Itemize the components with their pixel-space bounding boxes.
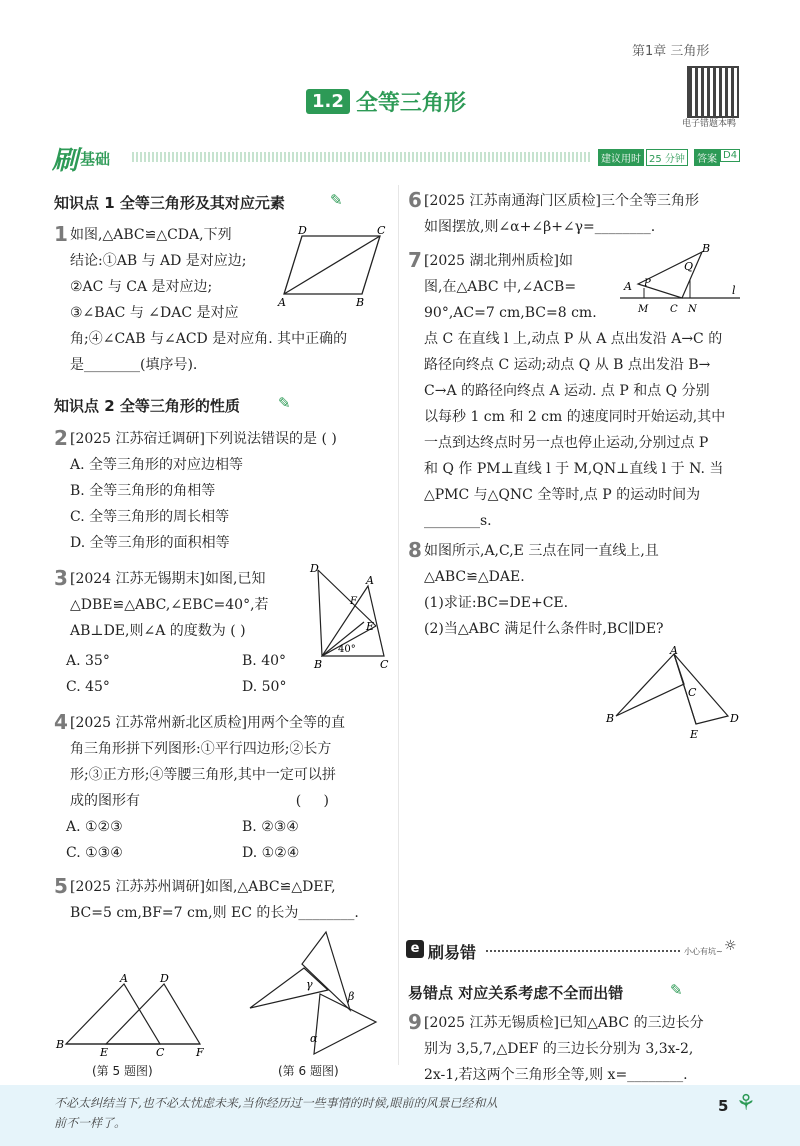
mistake-point-heading: 易错点 对应关系考虑不全而出错 <box>408 984 624 1002</box>
q3-line: AB⊥DE,则∠A 的度数为 ( ) <box>70 623 246 639</box>
q2-option[interactable]: B. 全等三角形的角相等 <box>70 483 216 499</box>
q3-text <box>70 566 310 644</box>
q2-number: 2 <box>54 426 68 450</box>
kp1-heading: 知识点 1 全等三角形及其对应元素 <box>54 194 285 212</box>
check-icon: ✎ <box>670 981 683 999</box>
fig6-label-alpha: α <box>310 1032 318 1045</box>
q7-label-B: B <box>702 242 711 255</box>
q3-option[interactable]: B. 40° <box>242 653 287 669</box>
q5-figure <box>52 972 212 1062</box>
qr-caption: 电子错题本鸭 <box>682 119 737 129</box>
q1-line: 如图,△ABC≌△CDA,下列 <box>70 227 232 243</box>
q7-triangle-ABC <box>638 252 702 298</box>
section-title: 全等三角形 <box>355 90 466 116</box>
q4-option[interactable]: D. ①②④ <box>242 845 300 861</box>
q7-line: [2025 湖北荆州质检]如 <box>424 253 574 269</box>
q6-number: 6 <box>408 188 422 212</box>
q7-line: 路径向终点 C 运动;动点 Q 从 B 点出发沿 B→ <box>424 357 711 373</box>
q7-line: 点 C 在直线 l 上,动点 P 从 A 点出发沿 A→C 的 <box>424 331 723 347</box>
q7-label-A: A <box>624 280 632 293</box>
mistake-icon: e <box>406 940 424 958</box>
q1-label-D: D <box>298 224 307 237</box>
q7-label-N: N <box>688 304 697 315</box>
q8-label-C: C <box>688 686 697 699</box>
footer-quote <box>54 1093 694 1133</box>
q3-label-F: F <box>350 596 357 607</box>
mistake-section-bar <box>406 938 746 964</box>
q5-label-E: E <box>100 1046 109 1059</box>
fig6-triangle-bottom <box>314 994 376 1054</box>
footer-quote-line: 前不一样了。 <box>54 1116 127 1130</box>
q9-line: 别为 3,5,7,△DEF 的三边长分别为 3,3x-2, <box>424 1041 694 1057</box>
q7-line: C→A 的路径向终点 A 运动. 点 P 和点 Q 分别 <box>424 383 710 399</box>
q4-option[interactable]: C. ①③④ <box>66 845 123 861</box>
mistake-dotted-rule <box>486 950 682 952</box>
q4-option[interactable]: B. ②③④ <box>242 819 299 835</box>
footer-quote-line: 不必太纠结当下,也不必太忧虑未来,当你经历过一些事情的时候,眼前的风景已经和从 <box>54 1096 498 1110</box>
q2-text <box>70 426 390 556</box>
sun-icon: ☼ <box>724 938 737 954</box>
q7-label-P: P <box>644 278 651 289</box>
q8-label-B: B <box>606 712 615 725</box>
q7-label-M: M <box>638 304 649 315</box>
q2-stem: [2025 江苏宿迁调研]下列说法错误的是 ( ) <box>70 431 337 447</box>
mistake-label: 刷易错 <box>428 943 477 962</box>
q2-option[interactable]: A. 全等三角形的对应边相等 <box>70 457 244 473</box>
q9-line: [2025 江苏无锡质检]已知△ABC 的三边长分 <box>424 1015 704 1031</box>
q5-label-A: A <box>120 972 128 985</box>
fig6-caption: (第 6 题图) <box>278 1064 339 1078</box>
q7-line: △PMC 与△QNC 全等时,点 P 的运动时间为 <box>424 487 701 503</box>
q3-options <box>66 648 316 700</box>
q3-option[interactable]: A. 35° <box>66 653 110 669</box>
mistake-note: 小心有坑~ <box>684 947 723 956</box>
check-icon: ✎ <box>278 394 291 412</box>
q5-line: BC=5 cm,BF=7 cm,则 EC 的长为________. <box>70 905 359 921</box>
q8-triangle-ABC <box>616 654 684 716</box>
q2-option[interactable]: D. 全等三角形的面积相等 <box>70 535 230 551</box>
q8-figure <box>600 644 750 740</box>
tree-icon: ⚘ <box>736 1091 756 1116</box>
q8-line: 如图所示,A,C,E 三点在同一直线上,且 <box>424 543 659 559</box>
chapter-label: 第1章 三角形 <box>632 44 710 59</box>
footer-banner <box>0 1085 800 1146</box>
q6-line: 如图摆放,则∠α+∠β+∠γ=________. <box>424 219 656 235</box>
q5-line: [2025 江苏苏州调研]如图,△ABC≌△DEF, <box>70 879 336 895</box>
q7-line: 90°,AC=7 cm,BC=8 cm. <box>424 305 597 321</box>
q8-line: (1)求证:BC=DE+CE. <box>424 595 569 611</box>
q8-line: △ABC≌△DAE. <box>424 569 525 585</box>
q1-label-B: B <box>356 296 365 309</box>
q9-text <box>424 1010 754 1088</box>
q5-text <box>70 874 400 926</box>
fig6-label-beta: β <box>348 990 355 1003</box>
q3-line: △DBE≌△ABC,∠EBC=40°,若 <box>70 597 269 613</box>
q8-triangle-DAE <box>674 654 728 724</box>
basic-section-bar <box>52 144 742 176</box>
q8-label-D: D <box>730 712 739 725</box>
q4-number: 4 <box>54 710 68 734</box>
q7-label-l: l <box>732 284 736 297</box>
kp2-heading: 知识点 2 全等三角形的性质 <box>54 397 240 415</box>
q4-line: 成的图形有 ( ) <box>70 793 329 809</box>
fig6-triangle-top <box>302 932 350 1010</box>
q4-line: 形;③正方形;④等腰三角形,其中一定可以拼 <box>70 767 336 783</box>
q1-line: 角;④∠CAB 与∠ACD 是对应角. 其中正确的 <box>70 331 348 347</box>
q2-option[interactable]: C. 全等三角形的周长相等 <box>70 509 230 525</box>
q3-label-D: D <box>310 562 319 575</box>
q3-label-A: A <box>366 574 374 587</box>
q7-line: 一点到达终点时另一点也停止运动,分别过点 P <box>424 435 709 451</box>
q1-line: 是________(填序号). <box>70 357 198 373</box>
fig6-figure <box>244 928 384 1060</box>
q3-label-C: C <box>380 658 389 671</box>
answer-label: 答案 <box>694 149 720 166</box>
q1-diagonal <box>284 236 380 294</box>
q1-number: 1 <box>54 222 68 246</box>
brush-icon: 刷 <box>52 146 79 176</box>
q1-label-A: A <box>278 296 286 309</box>
check-icon: ✎ <box>330 191 343 209</box>
q1-line: ③∠BAC 与 ∠DAC 是对应 <box>70 305 239 321</box>
q4-line: 角三角形拼下列图形:①平行四边形;②长方 <box>70 741 332 757</box>
q7-line: 图,在△ABC 中,∠ACB= <box>424 279 577 295</box>
q3-figure <box>304 560 394 672</box>
page-number: 5 <box>718 1097 729 1115</box>
q8-label-E: E <box>690 728 699 740</box>
q5-number: 5 <box>54 874 68 898</box>
q5-triangle-DEF <box>106 984 200 1044</box>
basic-label: 基础 <box>80 150 111 168</box>
q8-text <box>424 538 754 642</box>
q4-text <box>70 710 400 814</box>
q4-option[interactable]: A. ①②③ <box>66 819 123 835</box>
q1-figure <box>272 222 392 312</box>
q5-label-F: F <box>196 1046 204 1059</box>
q3-option[interactable]: C. 45° <box>66 679 110 695</box>
q8-number: 8 <box>408 538 422 562</box>
q5-label-B: B <box>56 1038 65 1051</box>
column-divider <box>398 185 399 1065</box>
q6-text <box>424 188 754 240</box>
q1-line: 结论:①AB 与 AD 是对应边; <box>70 253 247 269</box>
q7-line: 以每秒 1 cm 和 2 cm 的速度同时开始运动,其中 <box>424 409 726 425</box>
section-title-box <box>306 86 466 116</box>
q1-label-C: C <box>377 224 386 237</box>
q7-figure <box>614 240 744 320</box>
q5-label-C: C <box>156 1046 165 1059</box>
q8-label-A: A <box>670 644 678 657</box>
dotted-rule <box>132 152 592 162</box>
fig6-label-gamma: γ <box>306 978 313 991</box>
q3-option[interactable]: D. 50° <box>242 679 287 695</box>
q7-label-Q: Q <box>684 260 694 273</box>
q9-number: 9 <box>408 1010 422 1034</box>
q3-line: [2024 江苏无锡期末]如图,已知 <box>70 571 266 587</box>
q3-angle-label: 40° <box>338 644 356 655</box>
q6-line: [2025 江苏南通海门区质检]三个全等三角形 <box>424 193 700 209</box>
q9-line: 2x-1,若这两个三角形全等,则 x=________. <box>424 1067 688 1083</box>
q5-label-D: D <box>160 972 169 985</box>
q3-number: 3 <box>54 566 68 590</box>
q8-line: (2)当△ABC 满足什么条件时,BC∥DE? <box>424 621 664 637</box>
q4-line: [2025 江苏常州新北区质检]用两个全等的直 <box>70 715 346 731</box>
q3-label-E: E <box>366 620 375 633</box>
q4-options <box>66 814 326 866</box>
q3-label-B: B <box>314 658 323 671</box>
fig6-triangle-left <box>250 968 328 1008</box>
q7-label-C: C <box>670 304 678 315</box>
suggest-time-value: 25 分钟 <box>646 149 688 166</box>
q7-line: ________s. <box>424 513 492 529</box>
answer-page: D4 <box>720 149 740 162</box>
q7-number: 7 <box>408 248 422 272</box>
suggest-time-label: 建议用时 <box>598 149 644 166</box>
section-number: 1.2 <box>306 89 350 114</box>
q1-line: ②AC 与 CA 是对应边; <box>70 279 213 295</box>
q5-triangle-ABC <box>66 984 160 1044</box>
qr-code[interactable] <box>687 66 739 118</box>
q5-caption: (第 5 题图) <box>92 1064 153 1078</box>
q7-line: 和 Q 作 PM⊥直线 l 于 M,QN⊥直线 l 于 N. 当 <box>424 461 724 477</box>
